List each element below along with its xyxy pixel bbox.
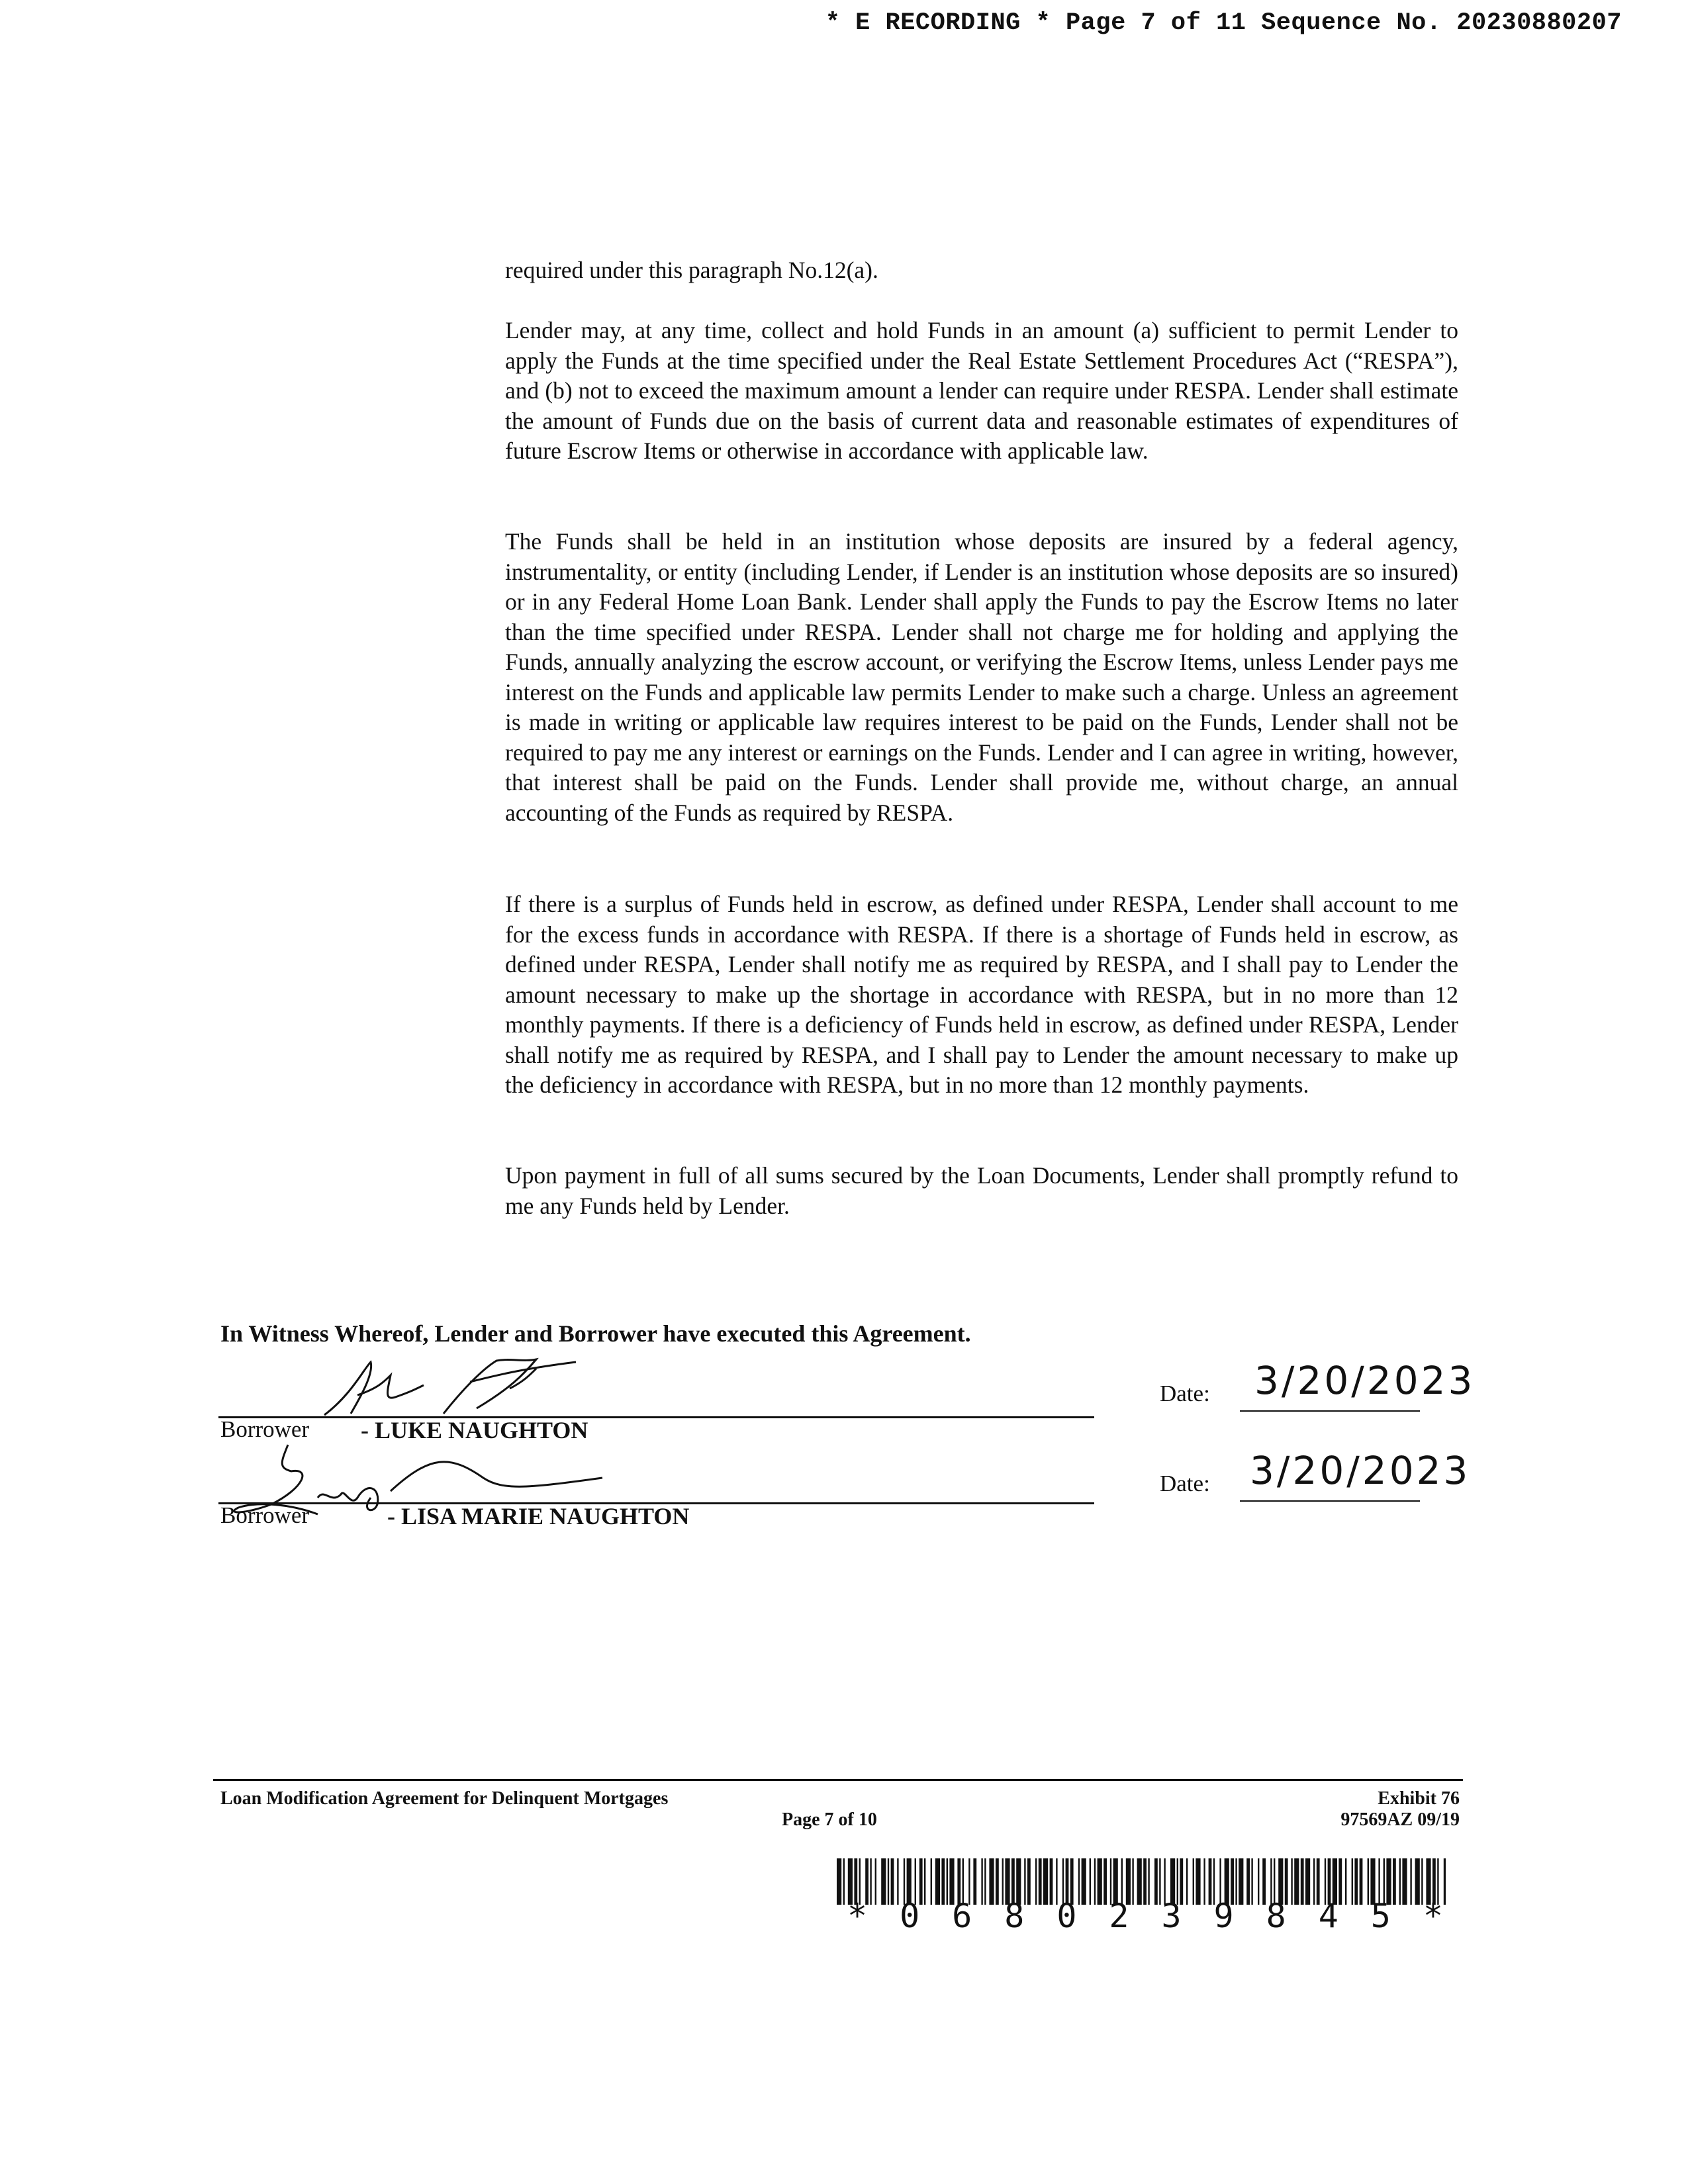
borrower-1-role: Borrower <box>220 1416 310 1442</box>
barcode-digit: 0 <box>1056 1897 1077 1935</box>
borrower-1-signature <box>311 1355 589 1422</box>
barcode-bar <box>837 1858 841 1905</box>
form-title: Loan Modification Agreement for Delinquent Mortgages <box>220 1788 669 1809</box>
paragraph-funds-held: The Funds shall be held in an institution whose deposits are insured by a federal agency, instrumentality, or entity (including Lender, if Lender is an institution whose deposits are so insured) or in any Federal Home Loan Bank. Lender shall apply the Funds to pay the Escrow Items no later than the time specified under RESPA. Lender shall not charge me for holding and applying the Funds, annually analyzing the escrow account, or verifying the Escrow Items, unless Lender pays me interest on the Funds and applicable law permits Lender to make such a charge. Unless an agreement is made in writing or applicable law requires interest to be paid on the Funds, Lender shall not be required to pay me any interest or earnings on the Funds. Lender and I can agree in writing, however, that interest shall be paid on the Funds. Lender shall provide me, without charge, an annual accounting of the Funds as required by RESPA. <box>505 528 1458 826</box>
page-label: Page 7 of 10 <box>782 1809 877 1830</box>
paragraph-refund: Upon payment in full of all sums secured by the Loan Documents, Lender shall promptly refund to me any Funds held by Lender. <box>505 1162 1458 1219</box>
date-label-1: Date: <box>1160 1381 1210 1406</box>
barcode-digit: * <box>1423 1897 1443 1935</box>
borrower-2-role: Borrower <box>220 1502 310 1528</box>
barcode-bar <box>1444 1858 1446 1905</box>
paragraph-lender-collect: Lender may, at any time, collect and hold Funds in an amount (a) sufficient to permit Lender to apply the Funds at the time specified under the Real Estate Settlement Procedures Act (“RESPA”), and (b) not to exceed the maximum amount a lender can require under RESPA. Lender shall estimate the amount of Funds due on the basis of current data and reasonable estimates of expenditures of future Escrow Items or otherwise in accordance with applicable law. <box>505 317 1458 464</box>
signature-line-1 <box>218 1416 1094 1418</box>
recording-stamp: * E RECORDING * Page 7 of 11 Sequence No. 20230880207 <box>825 9 1622 37</box>
barcode-digit: 8 <box>1266 1897 1286 1935</box>
barcode-digit: 2 <box>1109 1897 1129 1935</box>
date-label-2: Date: <box>1160 1471 1210 1496</box>
barcode-digit: 5 <box>1370 1897 1391 1935</box>
barcode-bar <box>843 1858 845 1905</box>
borrower-2-date: 3/20/2023 <box>1250 1448 1471 1493</box>
barcode-digit: 3 <box>1161 1897 1182 1935</box>
form-code: 97569AZ 09/19 <box>1340 1809 1460 1830</box>
borrower-1-date: 3/20/2023 <box>1254 1358 1476 1403</box>
exhibit-label: Exhibit 76 <box>1378 1788 1460 1809</box>
footer-rule <box>213 1779 1463 1781</box>
barcode-digit: 8 <box>1004 1897 1025 1935</box>
date-line-1 <box>1240 1410 1420 1412</box>
witness-statement: In Witness Whereof, Lender and Borrower have executed this Agreement. <box>220 1320 971 1347</box>
borrower-2-name: - LISA MARIE NAUGHTON <box>387 1503 690 1529</box>
barcode-digit: * <box>847 1897 868 1935</box>
barcode-digits <box>847 1897 1443 1935</box>
barcode-digit: 4 <box>1318 1897 1338 1935</box>
barcode-digit: 0 <box>900 1897 920 1935</box>
barcode-digit: 6 <box>952 1897 972 1935</box>
barcode-digit: 9 <box>1213 1897 1234 1935</box>
paragraph-surplus: If there is a surplus of Funds held in escrow, as defined under RESPA, Lender shall account to me for the excess funds in accordance with RESPA. If there is a shortage of Funds held in escrow, as defined under RESPA, Lender shall notify me as required by RESPA, and I shall pay to Lender the amount necessary to make up the shortage in accordance with RESPA, but in no more than 12 monthly payments. If there is a deficiency of Funds held in escrow, as defined under RESPA, Lender shall notify me as required by RESPA, and I shall pay to Lender the amount necessary to make up the deficiency in accordance with RESPA, but in no more than 12 monthly payments. <box>505 891 1458 1098</box>
date-line-2 <box>1240 1500 1420 1502</box>
borrower-1-name: - LUKE NAUGHTON <box>361 1417 588 1443</box>
paragraph-continuation: required under this paragraph No.12(a). <box>505 257 878 283</box>
